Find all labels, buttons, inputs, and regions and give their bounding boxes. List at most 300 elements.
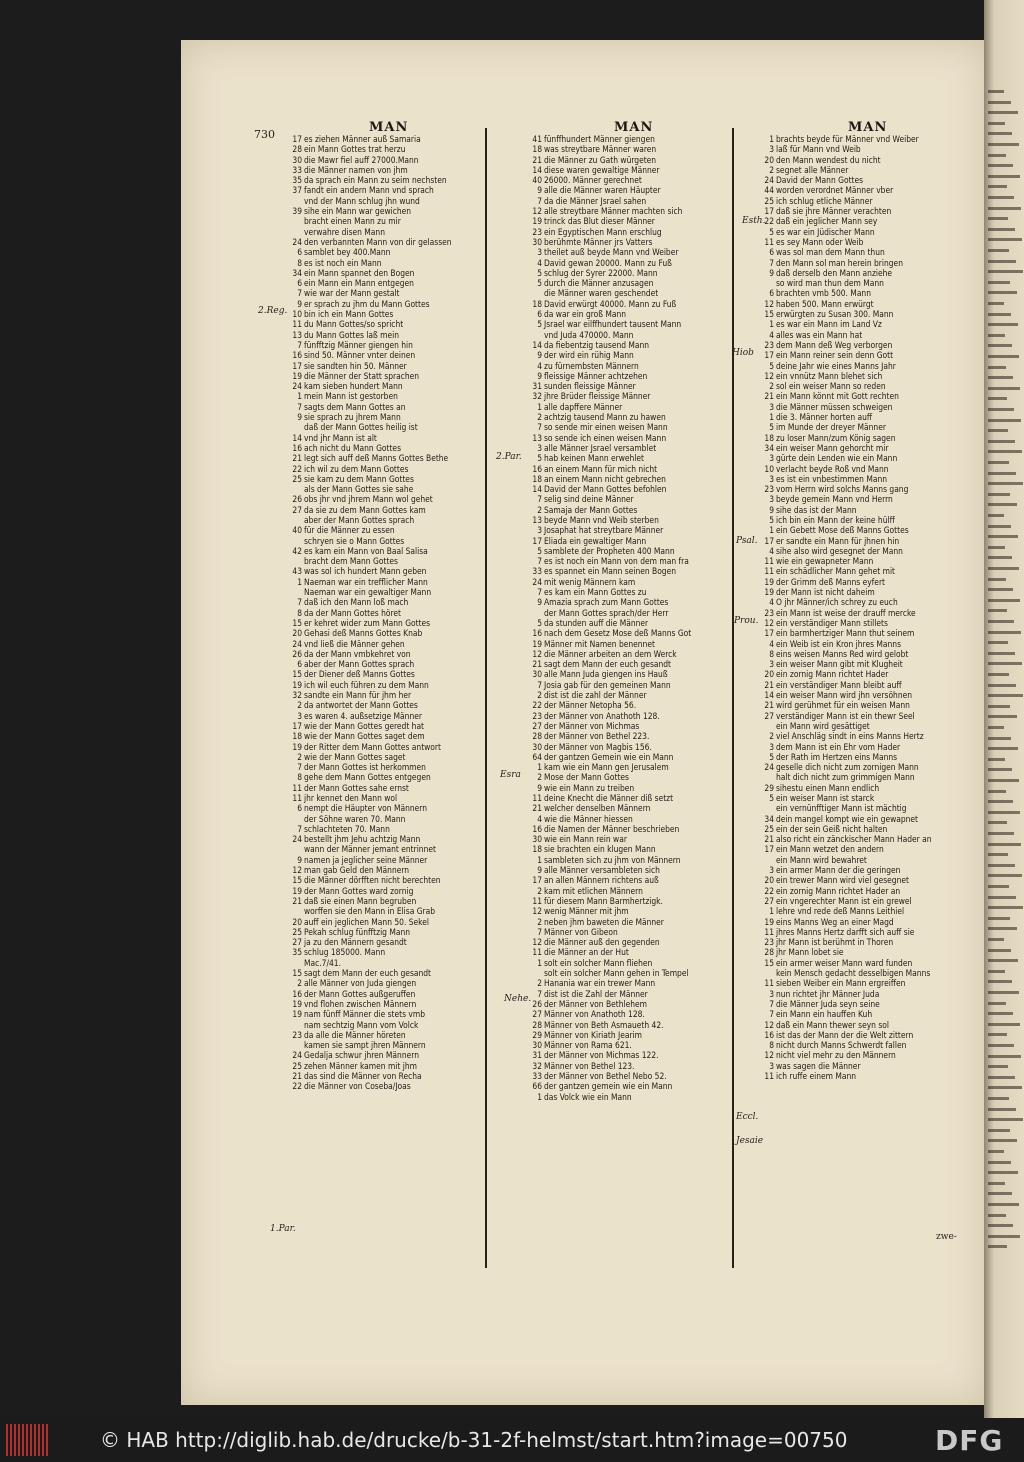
- entry-text: den Mann sol man herein bringen: [776, 257, 903, 268]
- index-entry: [530, 649, 691, 659]
- entry-text: der wird ein rühig Mann: [544, 350, 634, 361]
- index-entry: [290, 278, 452, 288]
- index-entry: [530, 669, 691, 679]
- entry-text: zu fürnembsten Männern: [544, 360, 639, 371]
- verse-number: 3: [537, 525, 542, 536]
- index-entry: [530, 134, 691, 144]
- entry-text: also richt ein zänckischer Mann Hader an: [776, 834, 932, 845]
- index-entry: [762, 958, 932, 968]
- index-entry: [530, 855, 691, 865]
- verse-number: 23: [764, 607, 774, 618]
- verse-number: 16: [532, 823, 542, 834]
- index-entry: [290, 989, 452, 999]
- side-note: Prou.: [734, 616, 759, 626]
- logo-bar: [14, 1424, 16, 1456]
- facing-text-line: [988, 631, 1021, 634]
- verse-number: 12: [292, 865, 302, 876]
- index-entry: [530, 278, 691, 288]
- entry-text: berühmte Männer jrs Vatters: [544, 236, 653, 247]
- verse-number: 11: [764, 566, 774, 577]
- index-entry: [290, 319, 452, 329]
- facing-text-line: [988, 1118, 1023, 1121]
- entry-text: jhre Brüder fleissige Männer: [544, 391, 651, 402]
- index-entry: [762, 875, 932, 885]
- verse-number: 6: [537, 309, 542, 320]
- entry-text: ein armer weiser Mann ward funden: [776, 957, 913, 968]
- index-entry: [530, 319, 691, 329]
- verse-number: 7: [537, 679, 542, 690]
- verse-number: 7: [537, 494, 542, 505]
- entry-text: der Diener deß Manns Gottes: [304, 669, 415, 680]
- column-3: [762, 134, 932, 1081]
- verse-number: 7: [537, 988, 542, 999]
- verse-number: 21: [532, 659, 542, 670]
- index-entry: [762, 422, 932, 432]
- verse-number: 14: [532, 484, 542, 495]
- facing-text-line: [988, 1055, 1021, 1058]
- dfg-logo: DFG: [935, 1424, 1004, 1457]
- facing-text-line: [988, 790, 1006, 793]
- index-entry: [762, 443, 932, 453]
- verse-number: 4: [537, 813, 542, 824]
- verse-number: 24: [292, 381, 302, 392]
- entry-text: es ziehen Männer auß Samaria: [304, 134, 421, 144]
- index-entry: [530, 165, 691, 175]
- facing-text-line: [988, 514, 1004, 517]
- index-entry: [290, 886, 452, 896]
- index-entry: [762, 319, 932, 329]
- index-entry: [762, 639, 932, 649]
- facing-text-line: [988, 387, 1020, 390]
- facing-text-line: [988, 970, 1005, 973]
- verse-number: 33: [532, 566, 542, 577]
- verse-number: 9: [297, 412, 302, 423]
- entry-text: daß ich den Mann loß mach: [304, 597, 409, 608]
- verse-number: 1: [769, 319, 774, 330]
- side-note: Nehe.: [504, 994, 532, 1004]
- index-entry: [762, 525, 932, 535]
- entry-text: bestellt jhm Jehu achtzig Mann: [304, 834, 421, 845]
- index-entry: [762, 978, 932, 988]
- verse-number: 31: [532, 1050, 542, 1061]
- verse-number: 7: [769, 257, 774, 268]
- index-entry: [530, 700, 691, 710]
- entry-text: wird gerühmet für ein weisen Mann: [776, 700, 910, 711]
- index-entry: [530, 371, 691, 381]
- side-note: Eccl.: [736, 1112, 759, 1122]
- facing-text-line: [988, 493, 1010, 496]
- logo-bar: [18, 1424, 20, 1456]
- verse-number: 18: [764, 432, 774, 443]
- verse-number: 19: [292, 1009, 302, 1020]
- index-entry: [290, 185, 452, 195]
- verse-number: 20: [292, 628, 302, 639]
- entry-text: O jhr Männer/ich schrey zu euch: [776, 597, 898, 608]
- entry-text: Männer von Beth Asmaueth 42.: [544, 1019, 664, 1030]
- index-entry: [290, 1081, 452, 1091]
- index-entry: [290, 536, 452, 546]
- index-entry: [290, 937, 452, 947]
- entry-text: kam sieben hundert Mann: [304, 381, 403, 392]
- index-entry: [290, 155, 452, 165]
- verse-number: 6: [297, 803, 302, 814]
- index-entry: [762, 721, 932, 731]
- index-entry: [290, 566, 452, 576]
- logo-bar: [10, 1424, 12, 1456]
- entry-text: worffen sie den Mann in Elisa Grab: [304, 906, 436, 917]
- verse-number: 42: [292, 545, 302, 556]
- verse-number: 3: [769, 494, 774, 505]
- entry-text: erwürgten zu Susan 300. Mann: [776, 309, 894, 320]
- entry-text: ein Mann wetzet den andern: [776, 844, 884, 855]
- index-entry: [530, 350, 691, 360]
- verse-number: 27: [292, 504, 302, 515]
- index-entry: [290, 453, 452, 463]
- index-entry: [530, 947, 691, 957]
- index-entry: [762, 484, 932, 494]
- facing-text-line: [988, 101, 1011, 104]
- entry-text: fünffhundert Männer giengen: [544, 134, 655, 144]
- index-entry: [290, 978, 452, 988]
- index-entry: [530, 608, 691, 618]
- facing-text-line: [988, 811, 1020, 814]
- index-entry: [530, 402, 691, 412]
- facing-text-line: [988, 366, 1006, 369]
- verse-number: 2: [769, 164, 774, 175]
- entry-text: da war ein groß Mann: [544, 309, 627, 320]
- side-note: 2.Reg.: [258, 306, 288, 316]
- entry-text: vnd Juda 470000. Mann: [544, 329, 634, 340]
- index-entry: [530, 144, 691, 154]
- verse-number: 7: [297, 762, 302, 773]
- entry-text: Männer von Bethel 123.: [544, 1060, 635, 1071]
- entry-text: die Männer von Coseba/Joas: [304, 1081, 411, 1092]
- entry-text: alle dapffere Männer: [544, 401, 623, 412]
- verse-number: 64: [532, 751, 542, 762]
- index-entry: [530, 906, 691, 916]
- entry-text: bin ich ein Mann Gottes: [304, 309, 394, 320]
- entry-text: sagt dem Mann der euch gesandt: [544, 659, 672, 670]
- verse-number: 18: [532, 144, 542, 155]
- verse-number: 3: [297, 710, 302, 721]
- facing-text-line: [988, 546, 1005, 549]
- entry-text: nam fünff Männer die stets vmb: [304, 1009, 425, 1020]
- entry-text: da der Mann Gottes höret: [304, 607, 401, 618]
- entry-text: ein weiser Mann ist starck: [776, 793, 875, 803]
- entry-text: sind 50. Männer vnter deinen: [304, 350, 416, 361]
- side-note: Esth.: [742, 216, 766, 226]
- entry-text: er sprach zu jhm du Mann Gottes: [304, 298, 430, 309]
- entry-text: wie der Mann Gottes saget dem: [304, 731, 425, 742]
- verse-number: 19: [292, 370, 302, 381]
- logo-bar: [46, 1424, 48, 1456]
- index-entry: [530, 731, 691, 741]
- verse-number: 2: [769, 381, 774, 392]
- index-entry: [762, 196, 932, 206]
- facing-text-line: [988, 1033, 1007, 1036]
- entry-text: kein Mensch gedacht desselbigen Manns: [776, 968, 931, 979]
- entry-text: der Männer Netopha 56.: [544, 700, 637, 711]
- verse-number: 2: [537, 772, 542, 783]
- verse-number: 35: [292, 947, 302, 958]
- verse-number: 5: [769, 793, 774, 803]
- entry-text: nicht viel mehr zu den Männern: [776, 1050, 896, 1061]
- index-entry: [762, 917, 932, 927]
- index-entry: [530, 433, 691, 443]
- index-entry: [290, 659, 452, 669]
- entry-text: sagt dem Mann der euch gesandt: [304, 968, 432, 979]
- index-entry: [530, 288, 691, 298]
- entry-text: fandt ein andern Mann vnd sprach: [304, 185, 434, 196]
- verse-number: 5: [537, 545, 542, 556]
- facing-text-line: [988, 673, 1009, 676]
- verse-number: 9: [537, 185, 542, 196]
- index-entry: [530, 896, 691, 906]
- verse-number: 12: [532, 648, 542, 659]
- verse-number: 40: [292, 525, 302, 536]
- index-entry: [290, 628, 452, 638]
- verse-number: 11: [764, 1071, 774, 1082]
- facing-text-line: [988, 832, 1014, 835]
- facing-text-line: [988, 1214, 1006, 1217]
- verse-number: 27: [292, 937, 302, 948]
- entry-text: so sende mir einen weisen Mann: [544, 422, 668, 433]
- entry-text: Josaphat hat streytbare Männer: [544, 525, 664, 536]
- index-entry: [762, 628, 932, 638]
- verse-number: 3: [769, 865, 774, 876]
- index-entry: [530, 927, 691, 937]
- facing-text-line: [988, 281, 1010, 284]
- entry-text: der Mann Gottes sprach/der Herr: [544, 607, 669, 618]
- verse-number: 10: [292, 309, 302, 320]
- verse-number: 9: [537, 597, 542, 608]
- index-entry: [530, 597, 691, 607]
- index-entry: [530, 680, 691, 690]
- verse-number: 18: [532, 844, 542, 855]
- index-entry: [290, 917, 452, 927]
- index-entry: [530, 525, 691, 535]
- facing-text-line: [988, 609, 1007, 612]
- entry-text: achtzig tausend Mann zu hawen: [544, 412, 666, 423]
- index-entry: [762, 237, 932, 247]
- entry-text: ein verständiger Mann stillets: [776, 617, 888, 628]
- index-entry: [530, 422, 691, 432]
- index-entry: [530, 803, 691, 813]
- entry-text: brachten vmb 500. Mann: [776, 288, 871, 299]
- facing-text-line: [988, 768, 1012, 771]
- entry-text: deine Knecht die Männer diß setzt: [544, 793, 674, 803]
- entry-text: was sol man dem Mann thun: [776, 247, 885, 258]
- entry-text: ein verständiger Mann bleibt auff: [776, 679, 902, 690]
- verse-number: 1: [537, 762, 542, 773]
- entry-text: vnd flohen zwischen Männern: [304, 998, 417, 1009]
- index-entry: [762, 824, 932, 834]
- index-entry: [530, 937, 691, 947]
- facing-text-line: [988, 238, 1022, 241]
- entry-text: gürte dein Lenden wie ein Mann: [776, 453, 898, 464]
- verse-number: 12: [764, 370, 774, 381]
- facing-text-line: [988, 260, 1016, 263]
- verse-number: 5: [769, 226, 774, 237]
- verse-number: 15: [292, 968, 302, 979]
- verse-number: 17: [532, 535, 542, 546]
- entry-text: Mose der Mann Gottes: [544, 772, 629, 783]
- index-entry: [762, 844, 932, 854]
- index-entry: [762, 144, 932, 154]
- index-entry: [762, 937, 932, 947]
- index-entry: [762, 556, 932, 566]
- verse-number: 12: [764, 1050, 774, 1061]
- facing-text-line: [988, 662, 1022, 665]
- index-entry: [530, 999, 691, 1009]
- verse-number: 24: [532, 576, 542, 587]
- index-entry: [530, 978, 691, 988]
- verse-number: 1: [537, 957, 542, 968]
- entry-text: ein zornig Mann richtet Hader an: [776, 885, 901, 896]
- verse-number: 3: [769, 741, 774, 752]
- entry-text: jhres Manns Hertz darfft sich auff sie: [776, 926, 915, 937]
- index-entry: [290, 824, 452, 834]
- index-entry: [290, 525, 452, 535]
- verse-number: 19: [532, 638, 542, 649]
- index-entry: [762, 649, 932, 659]
- column-divider-1: [485, 128, 487, 1268]
- verse-number: 13: [532, 514, 542, 525]
- verse-number: 24: [764, 762, 774, 773]
- index-entry: [762, 258, 932, 268]
- entry-text: ein Mann ein hauffen Kuh: [776, 1009, 873, 1020]
- entry-text: David erwürgt 40000. Mann zu Fuß: [544, 298, 677, 309]
- verse-number: 5: [769, 422, 774, 433]
- page-number: 730: [254, 128, 275, 141]
- entry-text: verständiger Mann ist ein thewr Seel: [776, 710, 915, 721]
- entry-text: da sprach ein Mann zu seim nechsten: [304, 175, 447, 186]
- index-entry: [290, 896, 452, 906]
- verse-number: 43: [292, 566, 302, 577]
- verse-number: 11: [292, 793, 302, 803]
- entry-text: Amazia sprach zum Mann Gottes: [544, 597, 669, 608]
- index-entry: [762, 690, 932, 700]
- index-entry: [290, 814, 452, 824]
- verse-number: 7: [297, 288, 302, 299]
- verse-number: 16: [292, 988, 302, 999]
- entry-text: die Männer zu Gath würgeten: [544, 154, 657, 165]
- index-entry: [290, 505, 452, 515]
- entry-text: ein Mann Gottes trat herzu: [304, 144, 406, 155]
- verse-number: 21: [292, 453, 302, 464]
- verse-number: 12: [764, 1019, 774, 1030]
- verse-number: 3: [769, 144, 774, 155]
- verse-number: 7: [537, 422, 542, 433]
- entry-text: dem Mann ist ein Ehr vom Hader: [776, 741, 901, 752]
- verse-number: 3: [769, 453, 774, 464]
- library-logo-icon: [6, 1424, 50, 1456]
- index-entry: [530, 742, 691, 752]
- entry-text: der Männer von Anathoth 128.: [544, 710, 660, 721]
- verse-number: 21: [292, 895, 302, 906]
- index-entry: [290, 433, 452, 443]
- index-entry: [762, 206, 932, 216]
- index-entry: [290, 340, 452, 350]
- entry-text: der Mann Gottes ward zornig: [304, 885, 414, 896]
- index-entry: [530, 536, 691, 546]
- entry-text: alle Männer versambleten sich: [544, 865, 660, 876]
- verse-number: 21: [764, 679, 774, 690]
- facing-text-line: [988, 1065, 1008, 1068]
- index-entry: [762, 134, 932, 144]
- index-entry: [530, 1020, 691, 1030]
- entry-text: den verbannten Mann von dir gelassen: [304, 236, 452, 247]
- facing-text-line: [988, 1150, 1004, 1153]
- entry-text: daß ein Mann thewer seyn sol: [776, 1019, 889, 1030]
- index-entry: [290, 371, 452, 381]
- verse-number: 37: [292, 185, 302, 196]
- facing-text-line: [988, 705, 1010, 708]
- verse-number: 17: [764, 350, 774, 361]
- index-entry: [530, 875, 691, 885]
- entry-text: ein der sein Geiß nicht halten: [776, 823, 888, 834]
- index-entry: [530, 237, 691, 247]
- index-entry: [762, 505, 932, 515]
- verse-number: 29: [764, 782, 774, 793]
- entry-text: bracht einen Mann zu mir: [304, 216, 401, 227]
- index-entry: [530, 299, 691, 309]
- index-entry: [530, 216, 691, 226]
- facing-text-line: [988, 578, 1006, 581]
- entry-text: nempt die Häupter von Männern: [304, 803, 427, 814]
- entry-text: schlug 185000. Mann: [304, 947, 386, 958]
- entry-text: ein weiser Mann gehorcht mir: [776, 442, 889, 453]
- verse-number: 18: [292, 731, 302, 742]
- facing-text-line: [988, 90, 1004, 93]
- entry-text: der gantzen gemein wie ein Mann: [544, 1081, 673, 1092]
- entry-text: er sandte ein Mann für jhnen hin: [776, 535, 900, 546]
- entry-text: wenig Männer mit jhm: [544, 906, 629, 917]
- entry-text: ein Mann wird bewahret: [776, 854, 867, 865]
- index-entry: [762, 340, 932, 350]
- entry-text: ein vernünfftiger Mann ist mächtig: [776, 803, 907, 814]
- entry-text: der Männer von Magbis 156.: [544, 741, 652, 752]
- facing-text-line: [988, 228, 1015, 231]
- verse-number: 28: [292, 144, 302, 155]
- verse-number: 11: [532, 947, 542, 958]
- verse-number: 27: [764, 710, 774, 721]
- entry-text: er kehret wider zum Mann Gottes: [304, 617, 431, 628]
- verse-number: 21: [764, 834, 774, 845]
- verse-number: 2: [537, 978, 542, 989]
- entry-text: für diesem Mann Barmhertzigk.: [544, 895, 663, 906]
- verse-number: 19: [292, 885, 302, 896]
- index-entry: [290, 834, 452, 844]
- entry-text: der Grimm deß Manns eyfert: [776, 576, 885, 587]
- index-entry: [530, 659, 691, 669]
- entry-text: die Namen der Männer beschrieben: [544, 823, 680, 834]
- entry-text: daß derselb den Mann anziehe: [776, 267, 893, 278]
- facing-text-line: [988, 1097, 1009, 1100]
- index-entry: [530, 391, 691, 401]
- facing-text-line: [988, 334, 1005, 337]
- verse-number: 30: [292, 154, 302, 165]
- index-entry: [530, 484, 691, 494]
- facing-text-line: [988, 344, 1012, 347]
- index-entry: [762, 402, 932, 412]
- entry-text: Männer von Anathoth 128.: [544, 1009, 645, 1020]
- copyright-url[interactable]: © HAB http://diglib.hab.de/drucke/b-31-2f-helmst/start.htm?image=00750: [100, 1428, 848, 1452]
- verse-number: 7: [537, 587, 542, 598]
- index-entry: [290, 350, 452, 360]
- verse-number: 30: [532, 236, 542, 247]
- index-entry: [290, 474, 452, 484]
